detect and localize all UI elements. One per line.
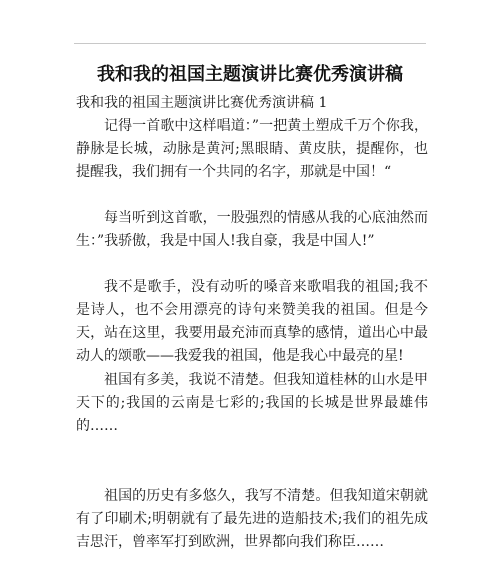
paragraph-3: 我不是歌手，没有动听的嗓音来歌唱我的祖国;我不是诗人，也不会用漂亮的诗句来赞美我的祖国。但是今天，站在这里，我要用最充沛而真挚的感情，道出心中最动人的颂歌——我爱我的祖国，他是我心中最亮的星! <box>76 279 428 364</box>
document-title: 我和我的祖国主题演讲比赛优秀演讲稿 <box>97 64 403 85</box>
paragraph-2: 每当听到这首歌，一股强烈的情感从我的心底油然而生：”我骄傲，我是中国人!我自豪，我是中国人!” <box>76 210 428 249</box>
document-subtitle: 我和我的祖国主题演讲比赛优秀演讲稿 1 <box>76 95 328 111</box>
paragraph-5: 祖国的历史有多悠久，我写不清楚。但我知道宋朝就有了印刷术;明朝就有了最先进的造船技术;我们的祖先成吉思汗，曾率军打到欧洲，世界都向我们称臣…… <box>76 488 428 550</box>
paragraph-1: 记得一首歌中这样唱道：”一把黄土塑成千万个你我，静脉是长城，动脉是黄河;黑眼睛、黄皮肤，提醒你，也提醒我，我们拥有一个共同的名字，那就是中国！“ <box>76 118 428 180</box>
paragraph-4: 祖国有多美，我说不清楚。但我知道桂林的山水是甲天下的;我国的云南是七彩的;我国的长城是世界最雄伟的…… <box>76 372 428 434</box>
top-divider <box>74 43 426 44</box>
